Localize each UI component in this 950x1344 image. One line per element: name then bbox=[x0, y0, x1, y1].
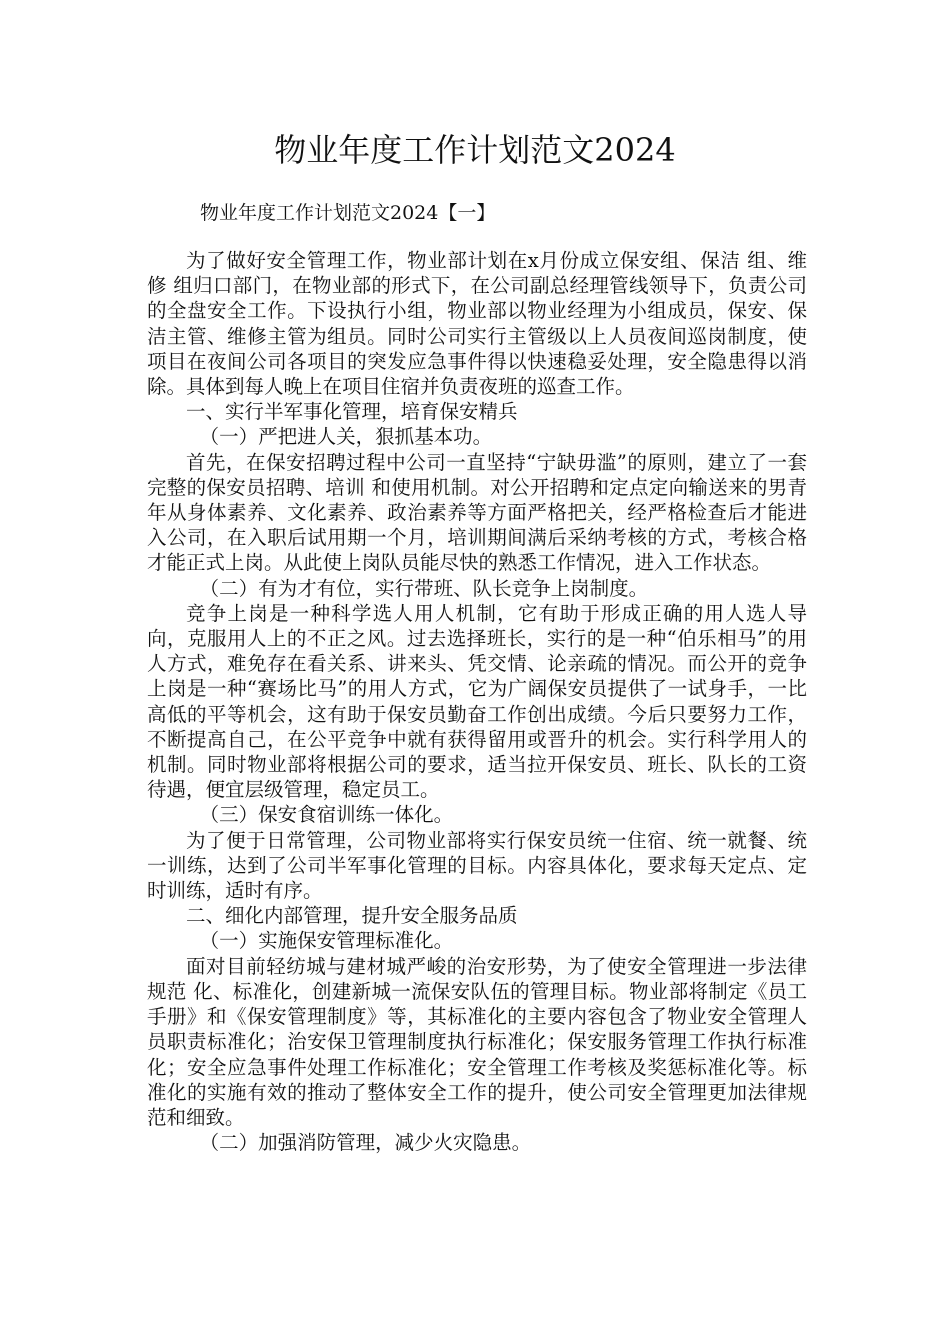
subsection-heading-2-1: （一）实施保安管理标准化。 bbox=[199, 929, 454, 953]
paragraph-accommodation: 为了便于日常管理，公司物业部将实行保安员统一住宿、统一就餐、统一训练，达到了公司半军事化管理的目标。内容具体化，要求每天定点、定时训练，适时有序。 bbox=[147, 828, 807, 903]
subsection-heading-1-3: （三）保安食宿训练一体化。 bbox=[199, 803, 454, 827]
section-heading-2: 二、细化内部管理，提升安全服务品质 bbox=[186, 904, 518, 928]
document-subtitle: 物业年度工作计划范文2024【一】 bbox=[200, 202, 496, 224]
paragraph-intro: 为了做好安全管理工作，物业部计划在x月份成立保安组、保洁 组、维修 组归口部门，在物业部的形式下，在公司副总经理管线领导下，负责公司的全盘安全工作。下设执行小组，物业部以物业经理为小组成员，保安、保洁主管、维修主管为组员。同时公司实行主管级以上人员夜间巡岗制度，使项目在夜间公司各项目的突发应急事件得以快速稳妥处理，安全隐患得以消除。具体到每人晚上在项目住宿并负责夜班的巡查工作。 bbox=[147, 249, 807, 399]
document-title: 物业年度工作计划范文2024 bbox=[274, 131, 676, 169]
paragraph-competition: 竞争上岗是一种科学选人用人机制，它有助于形成正确的用人选人导向，克服用人上的不正之风。过去选择班长，实行的是一种“伯乐相马”的用人方式，难免存在看关系、讲来头、凭交情、论亲疏的情况。而公开的竞争上岗是一种“赛场比马”的用人方式，它为广阔保安员提供了一试身手，一比高低的平等机会，这有助于保安员勤奋工作创出成绩。今后只要努力工作，不断提高自己，在公平竞争中就有获得留用或晋升的机会。实行科学用人的机制。同时物业部将根据公司的要求，适当拉开保安员、班长、队长的工资待遇，便宜层级管理，稳定员工。 bbox=[147, 601, 807, 802]
subsection-heading-2-2: （二）加强消防管理，减少火灾隐患。 bbox=[199, 1131, 532, 1155]
paragraph-standardization: 面对目前轻纺城与建材城严峻的治安形势，为了使安全管理进一步法律规范 化、标准化，创建新城一流保安队伍的管理目标。物业部将制定《员工手册》和《保安管理制度》等，其标准化的主要内容包含了物业安全管理人员职责标准化；治安保卫管理制度执行标准化；保安服务管理工作执行标准化；安全应急事件处理工作标准化；安全管理工作考核及奖惩标准化等。标准化的实施有效的推动了整体安全工作的提升，使公司安全管理更加法律规范和细致。 bbox=[147, 954, 807, 1129]
subsection-heading-1-1: （一）严把进人关，狠抓基本功。 bbox=[199, 425, 493, 449]
subsection-heading-1-2: （二）有为才有位，实行带班、队长竞争上岗制度。 bbox=[199, 576, 649, 600]
document-body bbox=[147, 248, 807, 1155]
section-heading-1: 一、实行半军事化管理，培育保安精兵 bbox=[186, 400, 518, 424]
paragraph-recruitment: 首先，在保安招聘过程中公司一直坚持“宁缺毋滥”的原则，建立了一套完整的保安员招聘、培训 和使用机制。对公开招聘和定点定向输送来的男青年从身体素养、文化素养、政治素养等方面严格把关，经严格检查后才能进入公司，在入职后试用期一个月，培训期间满后采纳考核的方式，考核合格才能正式上岗。从此使上岗队员能尽快的熟悉工作情况，进入工作状态。 bbox=[147, 450, 807, 575]
